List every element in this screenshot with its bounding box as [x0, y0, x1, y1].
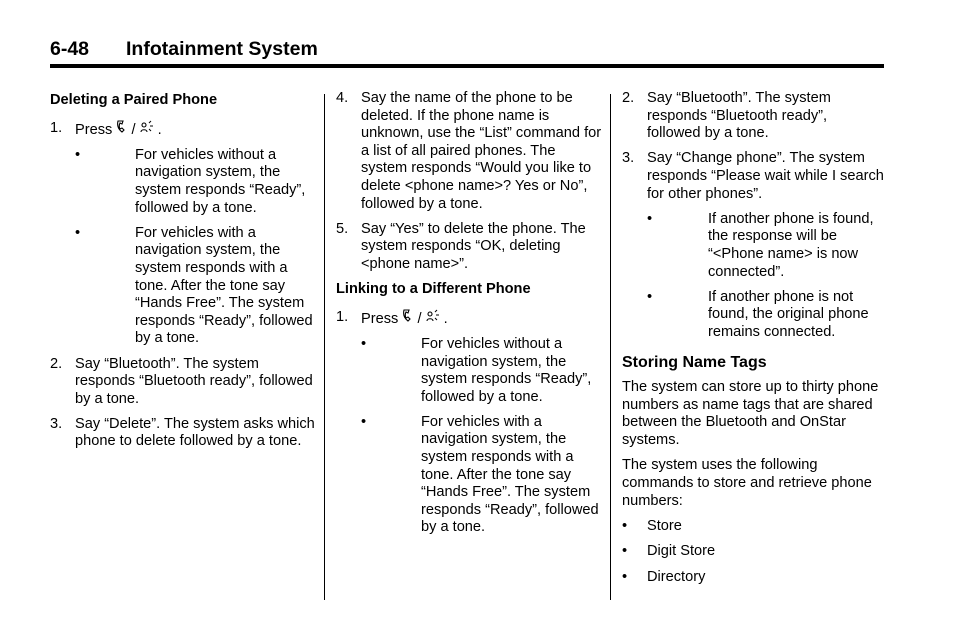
- step-item: [336, 221, 604, 274]
- push-to-talk-icon: [402, 309, 413, 323]
- press-label: Press: [75, 121, 113, 138]
- list-item: [50, 225, 318, 348]
- separator: /: [417, 310, 422, 327]
- bullet-text: For vehicles with a navigation system, the system responds with a tone. After the tone say “Hands Free”. The system responds “Ready”, followed by a tone.: [135, 224, 313, 347]
- section-title: Infotainment System: [126, 38, 318, 60]
- period: .: [157, 121, 162, 138]
- step-number: 5.: [336, 220, 349, 237]
- list-item: [336, 414, 604, 537]
- column-1: [50, 90, 318, 459]
- column-divider: [610, 94, 611, 600]
- step-text: Say “Bluetooth”. The system responds “Bluetooth ready”, followed by a tone.: [75, 355, 313, 407]
- list-item: [622, 569, 884, 587]
- step-text: Say “Change phone”. The system responds “Please wait while I search for other phones”.: [647, 150, 884, 202]
- step-text: [75, 120, 318, 140]
- bullet-icon: •: [647, 288, 653, 305]
- step-item: [336, 90, 604, 213]
- step-number: 2.: [622, 90, 635, 106]
- step-number: 3.: [622, 150, 635, 167]
- push-to-talk-icon: [116, 120, 127, 134]
- step-number: 1.: [336, 308, 349, 325]
- list-item: [622, 289, 884, 342]
- bullet-icon: •: [622, 568, 628, 585]
- step-number: 1.: [50, 119, 63, 136]
- list-item: [622, 518, 884, 536]
- list-text: Digit Store: [647, 543, 716, 560]
- column-3: [622, 90, 884, 594]
- bullet-text: If another phone is found, the response will be “<Phone name> is now connected”.: [708, 210, 874, 280]
- step-number: 2.: [50, 355, 63, 372]
- bullet-text: For vehicles without a navigation system, the system responds “Ready”, followed by a tone.: [135, 146, 306, 216]
- separator: /: [131, 121, 136, 138]
- bullet-text: If another phone is not found, the original phone remains connected.: [708, 288, 869, 340]
- list-text: Store: [647, 518, 682, 535]
- paragraph: The system uses the following commands to store and retrieve phone numbers:: [622, 457, 872, 509]
- step-number: 3.: [50, 415, 63, 432]
- paragraph: The system can store up to thirty phone numbers as name tags that are shared between the Bluetooth and OnStar systems.: [622, 379, 879, 448]
- step-item: [50, 416, 318, 451]
- step-item: [622, 150, 884, 203]
- bullet-icon: •: [647, 210, 653, 227]
- page-header: [50, 38, 884, 62]
- bullet-icon: •: [622, 543, 628, 560]
- page-number: 6-48: [50, 38, 90, 60]
- step-item: [50, 120, 318, 140]
- bullet-list: [622, 211, 884, 342]
- list-item: [336, 336, 604, 406]
- voice-recognition-icon: [426, 309, 440, 323]
- column-divider: [324, 94, 325, 600]
- bullet-icon: •: [75, 224, 81, 241]
- period: .: [443, 310, 448, 327]
- step-text: Say the name of the phone to be deleted. If the phone name is unknown, use the “List” command for a list of all paired phones. The system responds “Would you like to delete <phone name>? Yes or No”, followed by a tone.: [361, 90, 602, 212]
- bullet-icon: •: [622, 518, 628, 535]
- subheading: Linking to a Different Phone: [336, 281, 531, 298]
- step-item: [622, 90, 884, 143]
- bullet-text: For vehicles without a navigation system, the system responds “Ready”, followed by a tone.: [421, 335, 592, 405]
- bullet-icon: •: [75, 146, 81, 163]
- list-item: [50, 147, 318, 217]
- section-heading: Storing Name Tags: [622, 353, 767, 371]
- step-text: Say “Bluetooth”. The system responds “Bluetooth ready”, followed by a tone.: [647, 90, 831, 142]
- step-text: [361, 309, 604, 329]
- bullet-list: [336, 336, 604, 537]
- press-label: Press: [361, 310, 399, 327]
- voice-recognition-icon: [140, 120, 154, 134]
- list-item: [622, 543, 884, 561]
- list-text: Directory: [647, 568, 706, 585]
- step-number: 4.: [336, 90, 349, 106]
- bullet-icon: •: [361, 413, 367, 430]
- step-text: Say “Yes” to delete the phone. The system responds “OK, deleting <phone name>”.: [361, 220, 586, 272]
- step-text: Say “Delete”. The system asks which phone to delete followed by a tone.: [75, 415, 315, 450]
- subheading: Deleting a Paired Phone: [50, 92, 218, 108]
- bullet-text: For vehicles with a navigation system, the system responds with a tone. After the tone say “Hands Free”. The system responds “Ready”, followed by a tone.: [421, 413, 599, 536]
- bullet-list: [50, 147, 318, 348]
- column-2: [336, 90, 604, 545]
- header-rule: [50, 64, 884, 68]
- step-item: [336, 309, 604, 329]
- step-item: [50, 356, 318, 409]
- bullet-icon: •: [361, 335, 367, 352]
- list-item: [622, 211, 884, 281]
